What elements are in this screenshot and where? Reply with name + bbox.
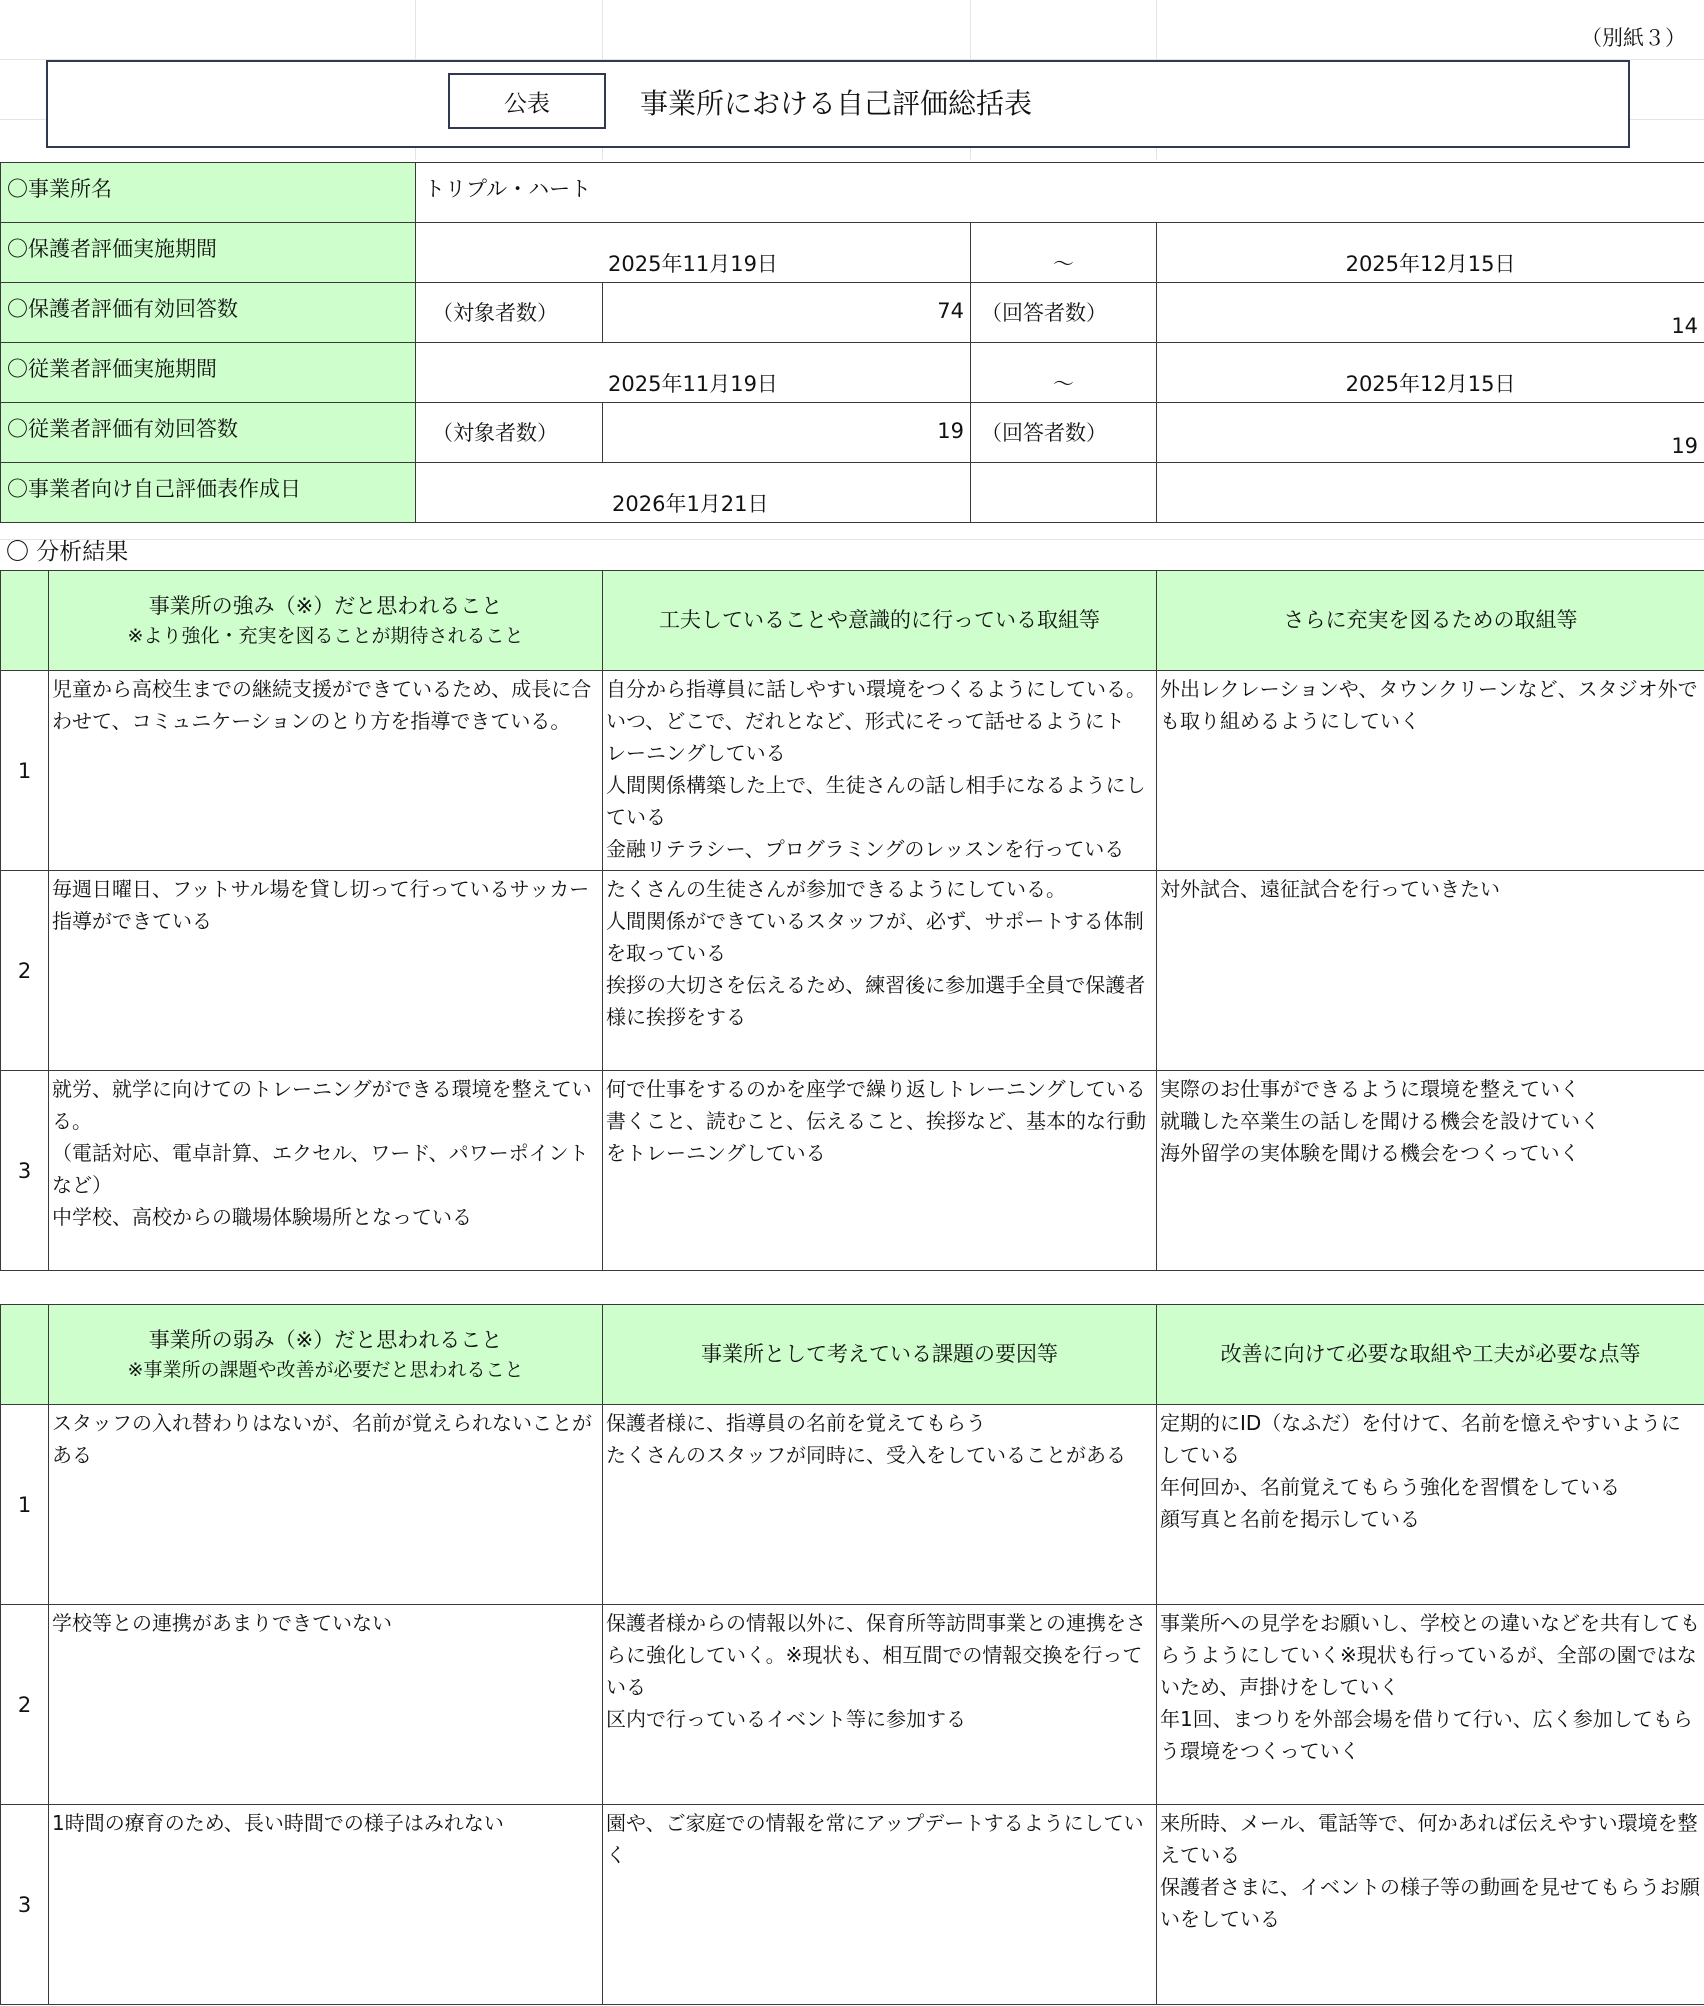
analysis-label: 〇 分析結果 [6,539,129,565]
strengths-header-col1 [49,571,603,671]
cell-text-line: らに強化していく。※現状も、相互間での情報交換を行って [606,1643,1143,1667]
row-cell-col1 [49,1071,603,1271]
row-cell-col3 [1157,1071,1704,1271]
cell-text-line: も取り組めるようにしていく [1160,709,1420,733]
staff-respondents-value: 19 [1157,403,1704,463]
guardian-period-start: 2025年11月19日 [416,223,971,283]
guardian-target-label: （対象者数） [416,283,603,343]
cell-text-line: 就職した卒業生の話しを聞ける機会を設けていく [1160,1109,1600,1133]
staff-target-label: （対象者数） [416,403,603,463]
table-row [1,871,1704,1071]
cell-text-line: 海外留学の実体験を聞ける機会をつくっていく [1160,1141,1580,1165]
cell-text-line: く [606,1843,626,1867]
empty-cell [971,463,1157,523]
staff-period-label: 〇従業者評価実施期間 [1,343,416,403]
office-name-label: 〇事業所名 [1,163,416,223]
strengths-header-col2: 工夫していることや意識的に行っている取組等 [603,571,1157,671]
row-number: 3 [1,1805,49,2005]
weaknesses-header-note: ※事業所の課題や改善が必要だと思われること [127,1359,524,1382]
cell-text-line: る。 [52,1109,92,1133]
cell-text-line: ある [52,1443,92,1467]
cell-text-line: たくさんのスタッフが同時に、受入をしていることがある [606,1443,1126,1467]
strengths-rows [1,671,1704,1271]
cell-text-line: 毎週日曜日、フットサル場を貸し切って行っているサッカー [52,877,590,901]
guardian-period-label: 〇保護者評価実施期間 [1,223,416,283]
row-cell-col2 [603,1071,1157,1271]
table-row [1,1405,1704,1605]
cell-text-line: いをしている [1160,1907,1280,1931]
guardian-respondents-value: 14 [1157,283,1704,343]
cell-text-line: 挨拶の大切さを伝えるため、練習後に参加選手全員で保護者 [606,973,1146,997]
header-empty [1,1305,49,1405]
appendix-label: （別紙３） [1581,26,1686,50]
strengths-table [0,570,1704,1271]
cell-text-line: 中学校、高校からの職場体験場所となっている [52,1205,472,1229]
row-number: 1 [1,671,49,871]
staff-period-start: 2025年11月19日 [416,343,971,403]
table-row [1,1805,1704,2005]
cell-text-line: 園や、ご家庭での情報を常にアップデートするようにしてい [606,1811,1144,1835]
row-cell-col1 [49,871,603,1071]
staff-period-end: 2025年12月15日 [1157,343,1704,403]
cell-text-line: している [1160,1443,1240,1467]
cell-text-line: 来所時、メール、電話等で、何かあれば伝えやすい環境を整 [1160,1811,1698,1835]
weaknesses-header-col2: 事業所として考えている課題の要因等 [603,1305,1157,1405]
cell-text-line: ている [606,805,666,829]
row-cell-col3 [1157,671,1704,871]
cell-text-line: いつ、どこで、だれとなど、形式にそって話せるようにト [606,709,1125,733]
cell-text-line: 指導ができている [52,909,212,933]
info-table [0,162,1704,523]
office-name-value: トリプル・ハート [416,163,1704,223]
cell-text-line: 事業所への見学をお願いし、学校との違いなどを共有しても [1160,1611,1700,1635]
row-cell-col1 [49,1405,603,1605]
row-cell-col2 [603,871,1157,1071]
guardian-valid-label: 〇保護者評価有効回答数 [1,283,416,343]
row-cell-col2 [603,671,1157,871]
cell-text-line: を取っている [606,941,726,965]
row-cell-col3 [1157,1805,1704,2005]
cell-text-line: 書くこと、読むこと、伝えること、挨拶など、基本的な行動 [606,1109,1146,1133]
cell-text-line: など） [52,1173,112,1197]
strengths-header-note: ※より強化・充実を図ることが期待されること [127,625,524,648]
strengths-header-col3: さらに充実を図るための取組等 [1157,571,1704,671]
row-cell-col1 [49,671,603,871]
guardian-target-value: 74 [603,283,971,343]
created-date-label: 〇事業者向け自己評価表作成日 [1,463,416,523]
header-empty [1,571,49,671]
page-title: 事業所における自己評価総括表 [640,87,1033,120]
weaknesses-table [0,1304,1704,2005]
cell-text-line: 自分から指導員に話しやすい環境をつくるようにしている。 [606,677,1146,701]
cell-text-line: 年何回か、名前覚えてもらう強化を習慣をしている [1160,1475,1620,1499]
cell-text-line: 人間関係構築した上で、生徒さんの話し相手になるようにし [606,773,1146,797]
public-badge: 公表 [448,73,606,129]
cell-text-line: う環境をつくっていく [1160,1739,1360,1763]
staff-target-value: 19 [603,403,971,463]
row-cell-col2 [603,1405,1157,1605]
row-cell-col3 [1157,1405,1704,1605]
weaknesses-header-col1 [49,1305,603,1405]
row-number: 1 [1,1405,49,1605]
cell-text-line: 実際のお仕事ができるように環境を整えていく [1160,1077,1580,1101]
cell-text-line: スタッフの入れ替わりはないが、名前が覚えられないことが [52,1411,592,1435]
cell-text-line: 就労、就学に向けてのトレーニングができる環境を整えてい [52,1077,592,1101]
cell-text-line: 保護者さまに、イベントの様子等の動画を見せてもらうお願 [1160,1875,1700,1899]
staff-valid-label: 〇従業者評価有効回答数 [1,403,416,463]
guardian-period-separator: ～ [971,223,1157,283]
row-number: 2 [1,1605,49,1805]
cell-text-line: 対外試合、遠征試合を行っていきたい [1160,877,1500,901]
cell-text-line: わせて、コミュニケーションのとり方を指導できている。 [52,709,571,733]
cell-text-line: レーニングしている [606,741,786,765]
cell-text-line: 外出レクレーションや、タウンクリーンなど、スタジオ外で [1160,677,1698,701]
cell-text-line: 区内で行っているイベント等に参加する [606,1707,966,1731]
table-row [1,671,1704,871]
cell-text-line: 年1回、まつりを外部会場を借りて行い、広く参加してもら [1160,1707,1693,1731]
cell-text-line: 顔写真と名前を掲示している [1160,1507,1420,1531]
row-cell-col1 [49,1805,603,2005]
row-cell-col3 [1157,871,1704,1071]
weaknesses-rows [1,1405,1704,2005]
table-row [1,1605,1704,1805]
cell-text-line: （電話対応、電卓計算、エクセル、ワード、パワーポイント [52,1141,589,1165]
cell-text-line: 何で仕事をするのかを座学で繰り返しトレーニングしている [606,1077,1146,1101]
cell-text-line: いる [606,1675,646,1699]
cell-text-line: らうようにしていく※現状も行っているが、全部の園ではな [1160,1643,1697,1667]
cell-text-line: 定期的にID（なふだ）を付けて、名前を憶えやすいように [1160,1411,1681,1435]
row-number: 2 [1,871,49,1071]
weaknesses-header-col3: 改善に向けて必要な取組や工夫が必要な点等 [1157,1305,1704,1405]
cell-text-line: えている [1160,1843,1240,1867]
cell-text-line: 金融リテラシー、プログラミングのレッスンを行っている [606,837,1125,861]
cell-text-line: 保護者様に、指導員の名前を覚えてもらう [606,1411,986,1435]
cell-text-line: たくさんの生徒さんが参加できるようにしている。 [606,877,1066,901]
row-number: 3 [1,1071,49,1271]
empty-cell [1157,463,1704,523]
cell-text-line: 児童から高校生までの継続支援ができているため、成長に合 [52,677,592,701]
staff-period-separator: ～ [971,343,1157,403]
table-row [1,1071,1704,1271]
cell-text-line: 保護者様からの情報以外に、保育所等訪問事業との連携をさ [606,1611,1146,1635]
guardian-period-end: 2025年12月15日 [1157,223,1704,283]
created-date-value: 2026年1月21日 [416,463,971,523]
row-cell-col2 [603,1805,1157,2005]
weaknesses-header-title: 事業所の弱み（※）だと思われること [148,1327,503,1352]
cell-text-line: 1時間の療育のため、長い時間での様子はみれない [52,1811,504,1835]
staff-respondents-label: （回答者数） [971,403,1157,463]
row-cell-col2 [603,1605,1157,1805]
cell-text-line: 人間関係ができているスタッフが、必ず、サポートする体制 [606,909,1144,933]
cell-text-line: 様に挨拶をする [606,1005,746,1029]
row-cell-col1 [49,1605,603,1805]
cell-text-line: いため、声掛けをしていく [1160,1675,1400,1699]
cell-text-line: をトレーニングしている [606,1141,826,1165]
guardian-respondents-label: （回答者数） [971,283,1157,343]
cell-text-line: 学校等との連携があまりできていない [52,1611,392,1635]
row-cell-col3 [1157,1605,1704,1805]
strengths-header-title: 事業所の強み（※）だと思われること [148,593,503,618]
